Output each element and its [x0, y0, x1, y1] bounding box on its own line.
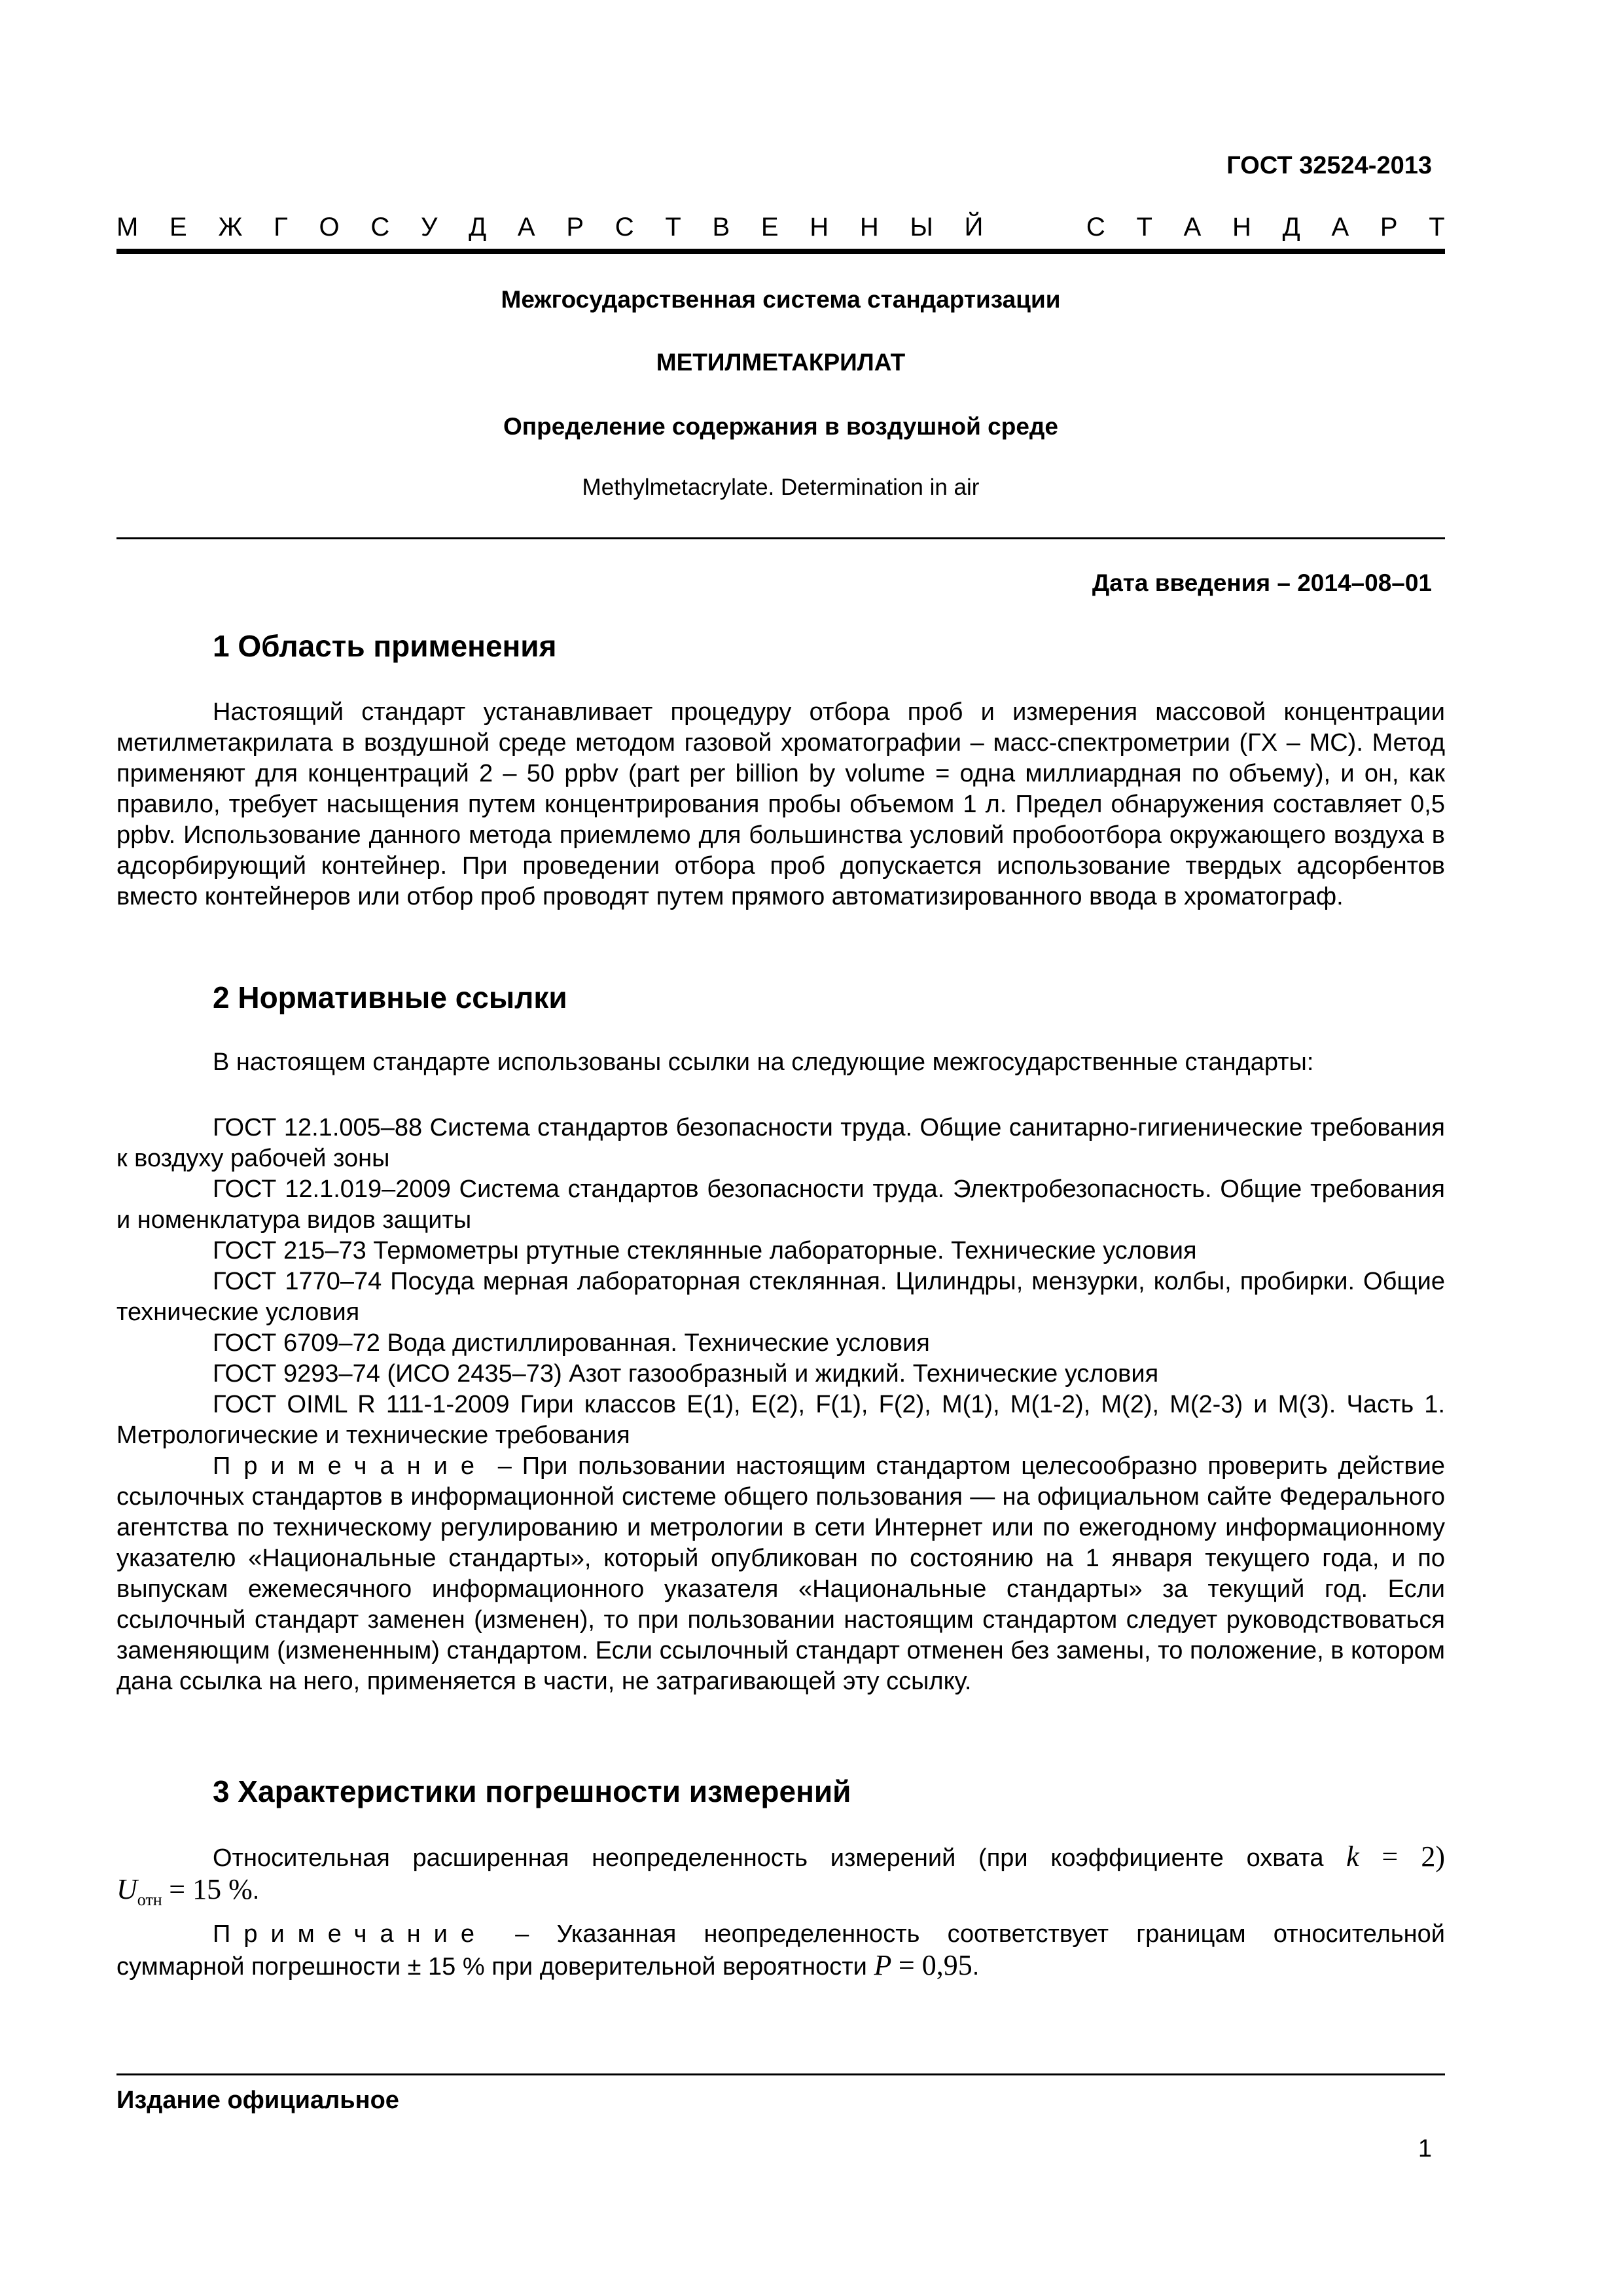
title-rule [116, 537, 1445, 539]
paragraph [116, 1841, 1445, 1874]
banner-letter: Р [1380, 213, 1398, 242]
footer-rule [116, 2073, 1445, 2075]
banner-letter: Т [665, 213, 681, 242]
banner-letter: Н [810, 213, 829, 242]
page-number: 1 [1418, 2135, 1432, 2162]
banner-letter: С [615, 213, 634, 242]
standardization-system: Межгосударственная система стандартизации [501, 286, 1061, 313]
banner-letter: Н [859, 213, 879, 242]
english-title: Methylmetacrylate. Determination in air [582, 475, 980, 500]
banner-letter: Й [964, 213, 984, 242]
banner-letter: Н [1232, 213, 1251, 242]
reference-note [116, 1451, 1445, 1697]
banner-letter: А [517, 213, 535, 242]
note-label: Примечание [213, 1452, 488, 1480]
u-end: . [252, 1877, 260, 1905]
banner-letter: У [420, 213, 438, 242]
standard-banner [116, 213, 1445, 242]
u-subscript: отн [137, 1890, 162, 1909]
banner-gap [1014, 213, 1055, 242]
section-2-heading: 2 Нормативные ссылки [213, 980, 567, 1014]
reference-list [116, 1113, 1445, 1697]
formula-line [116, 1874, 1445, 1915]
document-number: ГОСТ 32524-2013 [1226, 152, 1432, 179]
banner-letter: Г [274, 213, 288, 242]
official-edition-label: Издание официальное [116, 2087, 399, 2114]
note-text: – При пользовании настоящим стандартом целесообразно проверить действие ссылочных стандартов в информационной системе общего пользования — на официальном сайте Федерального агентства по техническому регулированию и метрологии в сети Интернет или по ежегодному информационному указателю «Национальные стандарты», который опубликован по состоянию на 1 января текущего года, и по выпускам ежемесячного информационного указателя «Национальные стандарты» за текущий год. Если ссылочный стандарт заменен (изменен), то при пользовании настоящим стандартом следует руководствоваться заменяющим (измененным) стандартом. Если ссылочный стандарт отменен без замены, то положение, в котором дана ссылка на него, применяется в части, не затрагивающей эту ссылку. [116, 1452, 1445, 1695]
banner-letter: Е [169, 213, 187, 242]
banner-letter: А [1183, 213, 1202, 242]
banner-letter: С [1086, 213, 1105, 242]
k-symbol: k [1346, 1840, 1359, 1873]
p-value: = 0,95 [898, 1949, 972, 1981]
document-subtitle: Определение содержания в воздушной среде [503, 413, 1058, 440]
note-paragraph [116, 1919, 1445, 1982]
section-3-body [116, 1841, 1445, 1915]
note-label: Примечание [213, 1920, 488, 1948]
k-value: = 2 [1382, 1840, 1436, 1873]
banner-letter: Т [1136, 213, 1152, 242]
banner-letter: Д [469, 213, 487, 242]
banner-letter: Е [760, 213, 779, 242]
reference-item: ГОСТ 12.1.005–88 Система стандартов безопасности труда. Общие санитарно-гигиенические требования к воздуху рабочей зоны [116, 1114, 1445, 1172]
reference-item: ГОСТ 6709–72 Вода дистиллированная. Технические условия [213, 1329, 930, 1357]
banner-letter: Д [1282, 213, 1300, 242]
banner-letter: Ы [910, 213, 933, 242]
u-symbol: U [116, 1873, 137, 1905]
note-text: – Указанная неопределенность соответствует границам относительной суммарной погрешности ± 15 % при доверительной вероятности [116, 1920, 1445, 1981]
section-3-note [116, 1919, 1445, 1982]
close-paren: ) [1435, 1840, 1445, 1873]
p-symbol: P [874, 1949, 892, 1981]
section-1-heading: 1 Область применения [213, 629, 557, 663]
reference-item: ГОСТ 215–73 Термометры ртутные стеклянные лабораторные. Технические условия [213, 1237, 1197, 1265]
document-title: МЕТИЛМЕТАКРИЛАТ [656, 349, 906, 376]
section-1-body [116, 697, 1445, 912]
banner-letter: Р [566, 213, 584, 242]
reference-item: ГОСТ OIML R 111-1-2009 Гири классов E(1), E(2), F(1), F(2), M(1), M(1-2), M(2), M(2-3) и M(3). Часть 1. Метрологические и технические требования [116, 1391, 1445, 1449]
reference-item: ГОСТ 1770–74 Посуда мерная лабораторная стеклянная. Цилиндры, мензурки, колбы, пробирки. Общие технические условия [116, 1268, 1445, 1326]
paragraph: В настоящем стандарте использованы ссылки на следующие межгосударственные стандарты: [213, 1049, 1314, 1076]
p-end: . [972, 1953, 980, 1981]
body-text: Относительная расширенная неопределенность измерений (при коэффициенте охвата [213, 1844, 1347, 1872]
banner-letter: С [370, 213, 390, 242]
section-3-heading: 3 Характеристики погрешности измерений [213, 1774, 851, 1808]
reference-item: ГОСТ 9293–74 (ИСО 2435–73) Азот газообразный и жидкий. Технические условия [213, 1360, 1159, 1388]
header-rule [116, 249, 1445, 254]
u-value: = 15 % [169, 1873, 253, 1905]
section-2-lead [116, 1047, 1445, 1078]
banner-letter: А [1331, 213, 1349, 242]
paragraph: Настоящий стандарт устанавливает процедуру отбора проб и измерения массовой концентрации метилметакрилата в воздушной среде методом газовой хроматографии – масс-спектрометрии (ГХ – МС). Метод применяют для концентраций 2 – 50 ppbv (part per billion by volume = одна миллиардная по объему), и он, как правило, требует насыщения путем концентрирования пробы объемом 1 л. Предел обнаружения составляет 0,5 ppbv. Использование данного метода приемлемо для большинства условий пробоотбора окружающего воздуха в адсорбирующий контейнер. При проведении отбора проб допускается использование твердых адсорбентов вместо контейнеров или отбор проб проводят путем прямого автоматизированного ввода в хроматограф. [116, 698, 1445, 910]
banner-letter: М [116, 213, 139, 242]
banner-letter: Ж [218, 213, 243, 242]
banner-letter: О [319, 213, 340, 242]
reference-item: ГОСТ 12.1.019–2009 Система стандартов безопасности труда. Электробезопасность. Общие требования и номенклатура видов защиты [116, 1175, 1445, 1234]
introduction-date: Дата введения – 2014–08–01 [1092, 569, 1432, 596]
banner-letter: В [712, 213, 730, 242]
banner-letter: Т [1429, 213, 1445, 242]
